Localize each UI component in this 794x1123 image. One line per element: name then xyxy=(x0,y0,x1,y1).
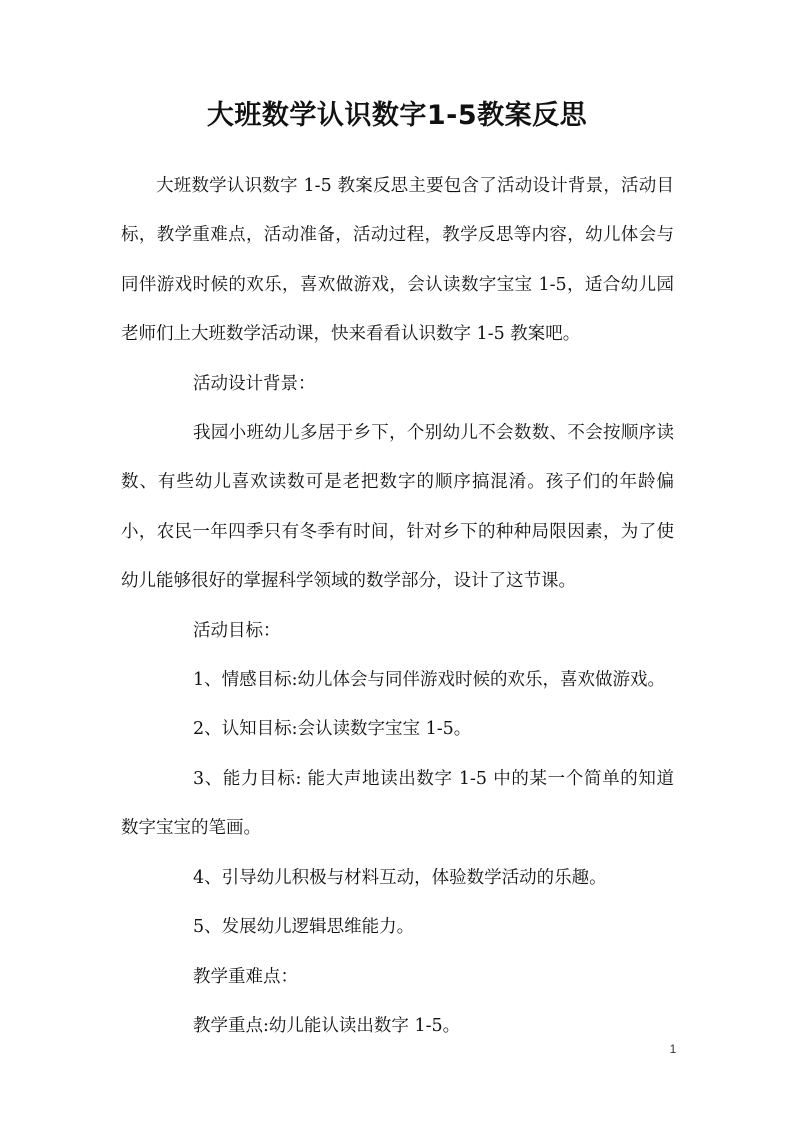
page-number: 1 xyxy=(669,1042,677,1056)
document-title: 大班数学认识数字1-5教案反思 xyxy=(206,100,588,131)
objective-item-2: 2、认知目标:会认读数字宝宝 1-5。 xyxy=(193,719,472,740)
section-heading-objectives: 活动目标： xyxy=(193,620,281,641)
background-paragraph: 我园小班幼儿多居于乡下，个别幼儿不会数数、不会按顺序读数、有些幼儿喜欢读数可是老把数字的顺序搞混淆。孩子们的年龄偏小，农民一年四季只有冬季有时间，针对乡下的种种局限因素，为了使幼儿能够很好的掌握科学领域的数学部分，设计了这节课。 xyxy=(121,423,674,592)
objective-item-4: 4、引导幼儿积极与材料互动，体验数学活动的乐趣。 xyxy=(193,867,607,888)
objective-item-3: 3、能力目标: 能大声地读出数字 1-5 中的某一个简单的知道数字宝宝的笔画。 xyxy=(121,768,674,839)
intro-paragraph: 大班数学认识数字 1-5 教案反思主要包含了活动设计背景，活动目标，教学重难点，活动准备，活动过程，教学反思等内容，幼儿体会与同伴游戏时候的欢乐，喜欢做游戏，会认读数字宝宝 1-5，适合幼儿园老师们上大班数学活动课，快来看看认识数字 1-5 教案吧。 xyxy=(121,176,674,345)
key-point-item: 教学重点:幼儿能认读出数字 1-5。 xyxy=(193,1015,461,1036)
section-heading-background: 活动设计背景： xyxy=(193,373,316,394)
objective-item-1: 1、情感目标:幼儿体会与同伴游戏时候的欢乐，喜欢做游戏。 xyxy=(193,670,666,691)
section-heading-key-points: 教学重难点： xyxy=(193,966,298,987)
objective-item-5: 5、发展幼儿逻辑思维能力。 xyxy=(193,917,415,938)
document-body xyxy=(121,162,674,1051)
